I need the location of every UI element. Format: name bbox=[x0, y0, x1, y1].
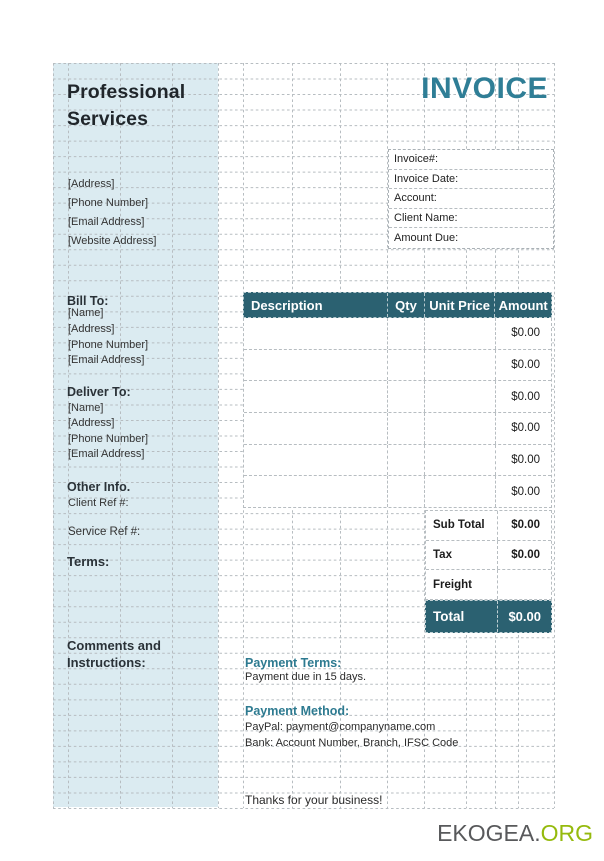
other-info-heading: Other Info. bbox=[67, 480, 131, 494]
item-row bbox=[244, 350, 551, 382]
thanks-message: Thanks for your business! bbox=[245, 793, 383, 807]
item-row bbox=[244, 381, 551, 413]
item-description-cell[interactable] bbox=[244, 445, 387, 476]
bill-to-name: [Name] bbox=[68, 307, 104, 319]
account-field[interactable]: Account: bbox=[389, 189, 553, 209]
item-unit-price-cell[interactable] bbox=[424, 318, 495, 349]
comments-heading: Comments and Instructions: bbox=[67, 638, 161, 670]
deliver-to-address: [Address] bbox=[68, 417, 115, 429]
item-qty-cell[interactable] bbox=[387, 381, 424, 412]
freight-row bbox=[426, 570, 551, 599]
company-email: [Email Address] bbox=[68, 216, 145, 228]
item-row bbox=[244, 445, 551, 477]
deliver-to-heading: Deliver To: bbox=[67, 385, 131, 399]
item-unit-price-cell[interactable] bbox=[424, 381, 495, 412]
company-name: Professional Services bbox=[67, 81, 186, 130]
header-description: Description bbox=[251, 297, 323, 313]
subtotal-label: Sub Total bbox=[433, 519, 485, 532]
header-unit-price: Unit Price bbox=[424, 293, 495, 317]
item-description-cell[interactable] bbox=[244, 476, 387, 507]
item-unit-price-cell[interactable] bbox=[424, 476, 495, 507]
item-qty-cell[interactable] bbox=[387, 476, 424, 507]
item-amount-cell[interactable]: $0.00 bbox=[495, 445, 551, 476]
item-row bbox=[244, 413, 551, 445]
invoice-number-field[interactable]: Invoice#: bbox=[389, 150, 553, 170]
tax-label: Tax bbox=[433, 549, 452, 561]
header-amount: Amount bbox=[494, 293, 551, 317]
tax-row bbox=[426, 541, 551, 571]
items-table-body bbox=[243, 318, 552, 508]
bill-to-phone: [Phone Number] bbox=[68, 339, 149, 351]
brand-logo bbox=[437, 820, 593, 847]
payment-paypal-line: PayPal: payment@companyname.com bbox=[245, 721, 436, 733]
item-amount-cell[interactable]: $0.00 bbox=[495, 476, 551, 507]
amount-due-field[interactable]: Amount Due: bbox=[394, 232, 459, 245]
item-row bbox=[244, 476, 551, 507]
freight-amount[interactable] bbox=[497, 570, 551, 599]
page-title: INVOICE bbox=[421, 72, 548, 105]
deliver-to-name: [Name] bbox=[68, 402, 104, 414]
deliver-to-phone: [Phone Number] bbox=[68, 433, 149, 445]
item-qty-cell[interactable] bbox=[387, 445, 424, 476]
item-qty-cell[interactable] bbox=[387, 318, 424, 349]
grand-total-row bbox=[425, 600, 552, 633]
item-amount-cell[interactable]: $0.00 bbox=[495, 318, 551, 349]
service-ref-label: Service Ref #: bbox=[68, 526, 141, 538]
items-table bbox=[243, 292, 552, 508]
item-amount-cell[interactable]: $0.00 bbox=[495, 413, 551, 444]
header-qty: Qty bbox=[387, 293, 424, 317]
payment-method-heading: Payment Method: bbox=[245, 704, 350, 718]
grand-total-amount: $0.00 bbox=[497, 601, 551, 632]
items-table-header bbox=[243, 292, 552, 318]
item-description-cell[interactable] bbox=[244, 381, 387, 412]
deliver-to-email: [Email Address] bbox=[68, 448, 145, 460]
client-name-field[interactable]: Client Name: bbox=[389, 209, 553, 229]
company-phone: [Phone Number] bbox=[68, 197, 149, 209]
item-amount-cell[interactable]: $0.00 bbox=[495, 350, 551, 381]
client-ref-label: Client Ref #: bbox=[68, 497, 129, 509]
item-amount-cell[interactable]: $0.00 bbox=[495, 381, 551, 412]
freight-label: Freight bbox=[433, 578, 472, 591]
payment-bank-line: Bank: Account Number, Branch, IFSC Code bbox=[245, 737, 459, 749]
invoice-date-field[interactable]: Invoice Date: bbox=[389, 170, 553, 190]
bill-to-heading: Bill To: bbox=[67, 294, 109, 308]
item-unit-price-cell[interactable] bbox=[424, 445, 495, 476]
brand-tld: ORG bbox=[540, 820, 593, 846]
subtotal-amount: $0.00 bbox=[497, 511, 551, 540]
company-website: [Website Address] bbox=[68, 235, 157, 247]
grand-total-label: Total bbox=[433, 609, 465, 624]
item-row bbox=[244, 318, 551, 350]
tax-amount: $0.00 bbox=[497, 541, 551, 570]
item-description-cell[interactable] bbox=[244, 318, 387, 349]
bill-to-email: [Email Address] bbox=[68, 354, 145, 366]
payment-terms-text: Payment due in 15 days. bbox=[245, 671, 367, 683]
company-address: [Address] bbox=[68, 178, 115, 190]
item-qty-cell[interactable] bbox=[387, 350, 424, 381]
item-description-cell[interactable] bbox=[244, 413, 387, 444]
bill-to-address: [Address] bbox=[68, 323, 115, 335]
item-unit-price-cell[interactable] bbox=[424, 350, 495, 381]
item-qty-cell[interactable] bbox=[387, 413, 424, 444]
brand-dot: . bbox=[534, 820, 541, 846]
brand-name: EKOGEA bbox=[437, 820, 535, 846]
item-unit-price-cell[interactable] bbox=[424, 413, 495, 444]
totals-section bbox=[425, 510, 552, 600]
payment-terms-heading: Payment Terms: bbox=[245, 656, 342, 670]
terms-heading: Terms: bbox=[67, 554, 110, 569]
item-description-cell[interactable] bbox=[244, 350, 387, 381]
invoice-meta-box bbox=[388, 149, 554, 249]
subtotal-row bbox=[426, 511, 551, 541]
